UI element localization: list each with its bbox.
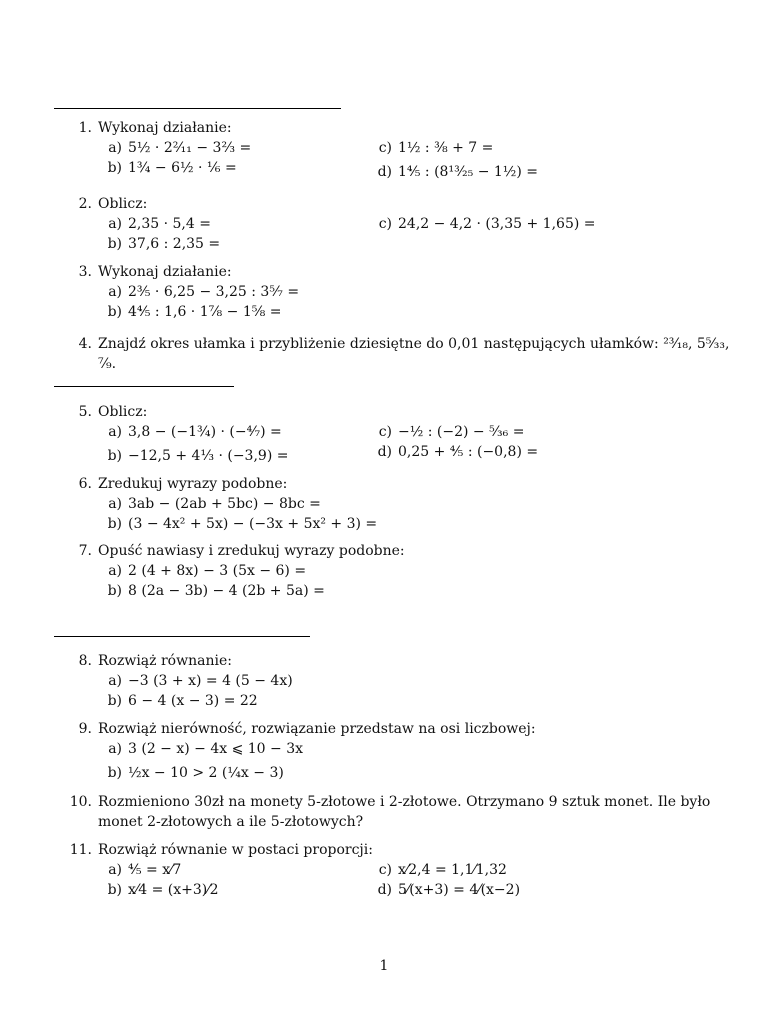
subproblem: a) 2,35 · 5,4 = xyxy=(108,216,211,232)
expression: x⁄4 = (x+3)⁄2 xyxy=(128,882,219,898)
problem-number: 3. xyxy=(78,264,92,280)
expression: 5½ · 2²⁄₁₁ − 3⅔ = xyxy=(128,140,252,156)
problem-text: Oblicz: xyxy=(98,196,148,212)
problem-7 xyxy=(64,541,744,601)
expression: 3ab − (2ab + 5bc) − 8bc = xyxy=(128,496,321,512)
subproblem: d) 5⁄(x+3) = 4⁄(x−2) xyxy=(377,882,521,898)
expression: 1½ : ⅜ + 7 = xyxy=(398,140,494,156)
problem-10 xyxy=(64,792,744,832)
expression: 2⅗ · 6,25 − 3,25 : 3⁵⁄₇ = xyxy=(128,284,300,300)
problem-text: Oblicz: xyxy=(98,404,148,420)
problem-text: Opuść nawiasy i zredukuj wyrazy podobne: xyxy=(98,543,405,559)
subproblem: a) 5½ · 2²⁄₁₁ − 3⅔ = xyxy=(108,140,252,156)
problem-5 xyxy=(64,402,744,466)
problem-text: Rozwiąż równanie w postaci proporcji: xyxy=(98,842,373,858)
problem-6 xyxy=(64,474,744,534)
problem-text: Znajdź okres ułamka i przybliżenie dziesiętne do 0,01 następujących ułamków: ²³⁄₁₈, 5⁵⁄₃₃, ⁷⁄₉. xyxy=(98,336,730,372)
expression: 5⁄(x+3) = 4⁄(x−2) xyxy=(398,882,521,898)
problem-number: 8. xyxy=(78,653,92,669)
problem-text: Rozwiąż równanie: xyxy=(98,653,232,669)
expression: ⅘ = x⁄7 xyxy=(128,862,182,878)
subproblem: b) 1¾ − 6½ · ⅙ = xyxy=(107,160,237,176)
section-rule xyxy=(54,636,310,637)
expression: 8 (2a − 3b) − 4 (2b + 5a) = xyxy=(128,583,325,599)
problem-3 xyxy=(64,262,744,322)
problem-text: Wykonaj działanie: xyxy=(98,120,232,136)
problem-11 xyxy=(64,840,744,900)
problem-2 xyxy=(64,194,744,254)
subproblem: d) 0,25 + ⅘ : (−0,8) = xyxy=(377,444,539,460)
expression: 2,35 · 5,4 = xyxy=(128,216,211,232)
expression: 3 (2 − x) − 4x ⩽ 10 − 3x xyxy=(128,741,304,757)
problem-number: 1. xyxy=(78,120,92,136)
subproblem: a) 2⅗ · 6,25 − 3,25 : 3⁵⁄₇ = xyxy=(108,284,300,300)
subproblem: b) 4⅘ : 1,6 · 1⅞ − 1⅝ = xyxy=(107,304,282,320)
problem-number: 11. xyxy=(69,842,92,858)
expression: 1⅘ : (8¹³⁄₂₅ − 1½) = xyxy=(398,164,538,180)
expression: −3 (3 + x) = 4 (5 − 4x) xyxy=(128,673,293,689)
expression: 37,6 : 2,35 = xyxy=(128,236,221,252)
problem-1 xyxy=(64,118,744,182)
expression: 0,25 + ⅘ : (−0,8) = xyxy=(398,444,539,460)
subproblem: b) −12,5 + 4⅓ · (−3,9) = xyxy=(107,448,289,464)
expression: −½ : (−2) − ⁵⁄₃₆ = xyxy=(398,424,525,440)
subproblem: b) x⁄4 = (x+3)⁄2 xyxy=(107,882,219,898)
problem-8 xyxy=(64,651,744,711)
problem-text: Wykonaj działanie: xyxy=(98,264,232,280)
subproblem: b) 6 − 4 (x − 3) = 22 xyxy=(107,693,258,709)
expression: −12,5 + 4⅓ · (−3,9) = xyxy=(128,448,289,464)
expression: x⁄2,4 = 1,1⁄1,32 xyxy=(398,862,507,878)
problem-4 xyxy=(64,334,744,374)
problem-number: 7. xyxy=(78,543,92,559)
expression: 24,2 − 4,2 · (3,35 + 1,65) = xyxy=(398,216,596,232)
expression: 4⅘ : 1,6 · 1⅞ − 1⅝ = xyxy=(128,304,282,320)
problem-number: 5. xyxy=(78,404,92,420)
expression: ½x − 10 > 2 (¼x − 3) xyxy=(128,765,284,781)
expression: (3 − 4x² + 5x) − (−3x + 5x² + 3) = xyxy=(128,516,378,532)
subproblem: c) 1½ : ⅜ + 7 = xyxy=(378,140,494,156)
subproblem: b) 8 (2a − 3b) − 4 (2b + 5a) = xyxy=(107,583,325,599)
subproblem: c) −½ : (−2) − ⁵⁄₃₆ = xyxy=(378,424,525,440)
page-number: 1 xyxy=(379,958,389,974)
problem-text: Zredukuj wyrazy podobne: xyxy=(98,476,288,492)
subproblem: d) 1⅘ : (8¹³⁄₂₅ − 1½) = xyxy=(377,164,538,180)
problem-text: Rozwiąż nierówność, rozwiązanie przedstaw na osi liczbowej: xyxy=(98,721,536,737)
subproblem: c) 24,2 − 4,2 · (3,35 + 1,65) = xyxy=(378,216,596,232)
problem-text: Rozmieniono 30zł na monety 5-złotowe i 2-złotowe. Otrzymano 9 sztuk monet. Ile było monet 2-złotowych a ile 5-złotowych? xyxy=(98,794,711,830)
subproblem: a) 2 (4 + 8x) − 3 (5x − 6) = xyxy=(108,563,307,579)
subproblem: b) ½x − 10 > 2 (¼x − 3) xyxy=(107,765,284,781)
problem-number: 9. xyxy=(78,721,92,737)
subproblem: a) ⅘ = x⁄7 xyxy=(108,862,182,878)
subproblem: a) −3 (3 + x) = 4 (5 − 4x) xyxy=(108,673,293,689)
expression: 1¾ − 6½ · ⅙ = xyxy=(128,160,237,176)
expression: 6 − 4 (x − 3) = 22 xyxy=(128,693,258,709)
subproblem: a) 3,8 − (−1¾) · (−⁴⁄₇) = xyxy=(108,424,282,440)
section-rule xyxy=(54,108,341,109)
expression: 2 (4 + 8x) − 3 (5x − 6) = xyxy=(128,563,307,579)
expression: 3,8 − (−1¾) · (−⁴⁄₇) = xyxy=(128,424,282,440)
problem-number: 6. xyxy=(78,476,92,492)
problem-number: 10. xyxy=(69,794,92,810)
subproblem: c) x⁄2,4 = 1,1⁄1,32 xyxy=(378,862,507,878)
problem-9 xyxy=(64,719,744,783)
subproblem: a) 3ab − (2ab + 5bc) − 8bc = xyxy=(108,496,321,512)
problem-number: 4. xyxy=(78,336,92,352)
subproblem: a) 3 (2 − x) − 4x ⩽ 10 − 3x xyxy=(108,741,304,757)
subproblem: b) 37,6 : 2,35 = xyxy=(107,236,221,252)
problem-number: 2. xyxy=(78,196,92,212)
subproblem: b) (3 − 4x² + 5x) − (−3x + 5x² + 3) = xyxy=(107,516,378,532)
section-rule xyxy=(54,386,234,387)
